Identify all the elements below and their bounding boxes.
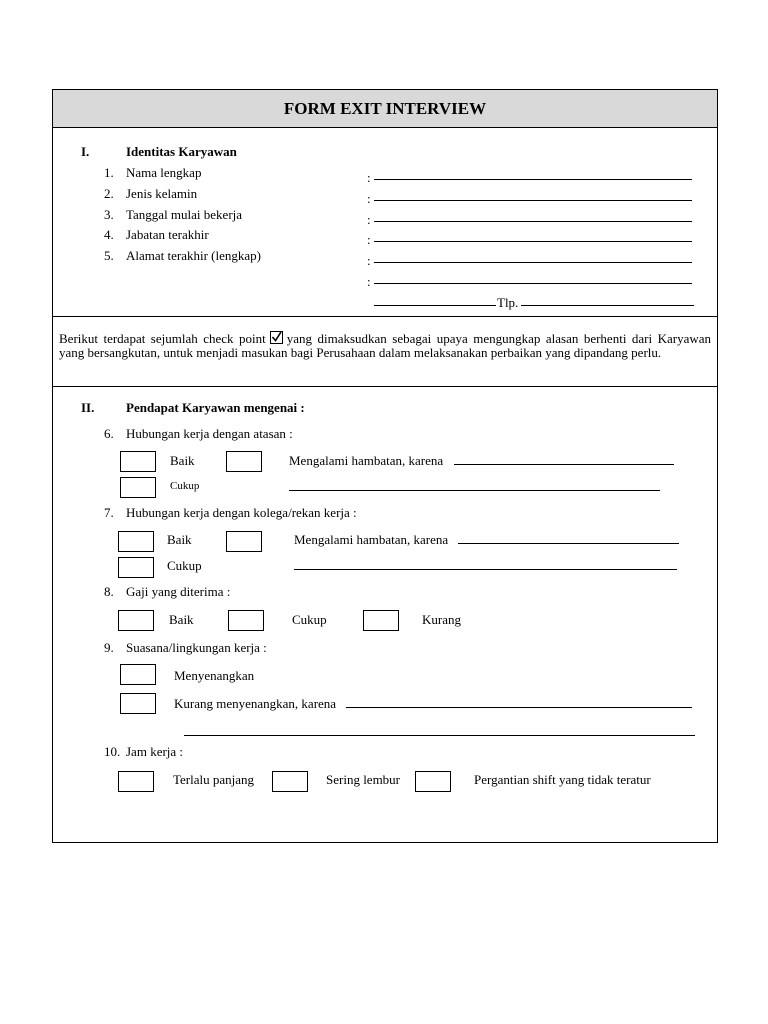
tlp-label: Tlp.	[497, 295, 519, 310]
field-number: 3.	[104, 207, 114, 222]
question-7-text: Hubungan kerja dengan kolega/rekan kerja :	[126, 505, 357, 520]
field-label-alamat: Alamat terakhir (lengkap)	[126, 248, 261, 263]
q10-lembur-checkbox[interactable]	[272, 771, 308, 792]
q8-baik-checkbox[interactable]	[118, 610, 154, 631]
field-number: 1.	[104, 165, 114, 180]
q9-reason-line-1[interactable]	[346, 707, 692, 708]
section1-heading: Identitas Karyawan	[126, 144, 237, 159]
nama-fill-line[interactable]	[374, 179, 692, 180]
q6-baik-label: Baik	[170, 453, 195, 468]
q8-baik-label: Baik	[169, 612, 194, 627]
question-9-text: Suasana/lingkungan kerja :	[126, 640, 267, 655]
question-number: 10.	[104, 744, 121, 759]
q9-kurang-checkbox[interactable]	[120, 693, 156, 714]
q10-shift-label: Pergantian shift yang tidak teratur	[474, 772, 651, 787]
question-number: 6.	[104, 426, 114, 441]
alamat-fill-line-1[interactable]	[374, 262, 692, 263]
divider	[53, 316, 717, 317]
section2-numeral: II.	[81, 400, 95, 415]
q9-menyenangkan-checkbox[interactable]	[120, 664, 156, 685]
q10-shift-checkbox[interactable]	[415, 771, 451, 792]
q7-cukup-label: Cukup	[167, 558, 202, 573]
q7-baik-label: Baik	[167, 532, 192, 547]
checkbox-checked-icon	[270, 331, 283, 344]
q6-cukup-label: Cukup	[170, 480, 200, 492]
intro-text-start: Berikut terdapat sejumlah check point	[59, 331, 266, 346]
question-number: 8.	[104, 584, 114, 599]
jenis-kelamin-fill-line[interactable]	[374, 200, 692, 201]
q6-hambatan-checkbox[interactable]	[226, 451, 262, 472]
q6-cukup-checkbox[interactable]	[120, 477, 156, 498]
q6-reason-line-2[interactable]	[289, 490, 660, 491]
form-title: FORM EXIT INTERVIEW	[53, 90, 717, 128]
q8-cukup-label: Cukup	[292, 612, 327, 627]
question-10-text: Jam kerja :	[126, 744, 184, 759]
jabatan-fill-line[interactable]	[374, 241, 692, 242]
tlp-fill-line[interactable]	[521, 305, 694, 306]
field-colon: :	[367, 253, 371, 268]
q10-lembur-label: Sering lembur	[326, 772, 401, 787]
q7-hambatan-label: Mengalami hambatan, karena	[294, 532, 449, 547]
q10-panjang-checkbox[interactable]	[118, 771, 154, 792]
q6-baik-checkbox[interactable]	[120, 451, 156, 472]
question-number: 9.	[104, 640, 114, 655]
q7-baik-checkbox[interactable]	[118, 531, 154, 552]
intro-text-end: yang dimaksudkan sebagai upaya mengungkap alasan berhenti dari Karyawan yang bersangkutan, untuk menjadi masukan bagi Perusahaan dalam melaksanakan perbaikan yang dipandang perlu.	[59, 331, 712, 360]
q8-cukup-checkbox[interactable]	[228, 610, 264, 631]
question-number: 7.	[104, 505, 114, 520]
field-colon: :	[367, 232, 371, 247]
field-label-nama: Nama lengkap	[126, 165, 202, 180]
field-colon: :	[367, 191, 371, 206]
field-colon: :	[367, 170, 371, 185]
q7-reason-line-1[interactable]	[458, 543, 679, 544]
q8-kurang-label: Kurang	[422, 612, 461, 627]
intro-paragraph	[59, 331, 711, 360]
question-6-text: Hubungan kerja dengan atasan :	[126, 426, 293, 441]
field-label-jenis-kelamin: Jenis kelamin	[126, 186, 198, 201]
alamat-fill-line-2[interactable]	[374, 283, 692, 284]
question-8-text: Gaji yang diterima :	[126, 584, 231, 599]
divider	[53, 386, 717, 387]
field-number: 2.	[104, 186, 114, 201]
q9-menyenangkan-label: Menyenangkan	[174, 668, 255, 683]
section1-numeral: I.	[81, 144, 90, 159]
field-number: 4.	[104, 227, 114, 242]
q8-kurang-checkbox[interactable]	[363, 610, 399, 631]
q7-reason-line-2[interactable]	[294, 569, 677, 570]
q9-reason-line-2[interactable]	[184, 735, 695, 736]
field-label-jabatan: Jabatan terakhir	[126, 227, 209, 242]
field-number: 5.	[104, 248, 114, 263]
tanggal-fill-line[interactable]	[374, 221, 692, 222]
q7-hambatan-checkbox[interactable]	[226, 531, 262, 552]
q6-hambatan-label: Mengalami hambatan, karena	[289, 453, 444, 468]
field-label-tanggal-mulai: Tanggal mulai bekerja	[126, 207, 243, 222]
q7-cukup-checkbox[interactable]	[118, 557, 154, 578]
alamat-fill-line-3[interactable]	[374, 305, 496, 306]
field-colon: :	[367, 212, 371, 227]
form-frame	[52, 89, 718, 843]
q9-kurang-label: Kurang menyenangkan, karena	[174, 696, 337, 711]
field-colon: :	[367, 274, 371, 289]
q10-panjang-label: Terlalu panjang	[173, 772, 255, 787]
section2-heading: Pendapat Karyawan mengenai :	[126, 400, 305, 415]
q6-reason-line-1[interactable]	[454, 464, 674, 465]
